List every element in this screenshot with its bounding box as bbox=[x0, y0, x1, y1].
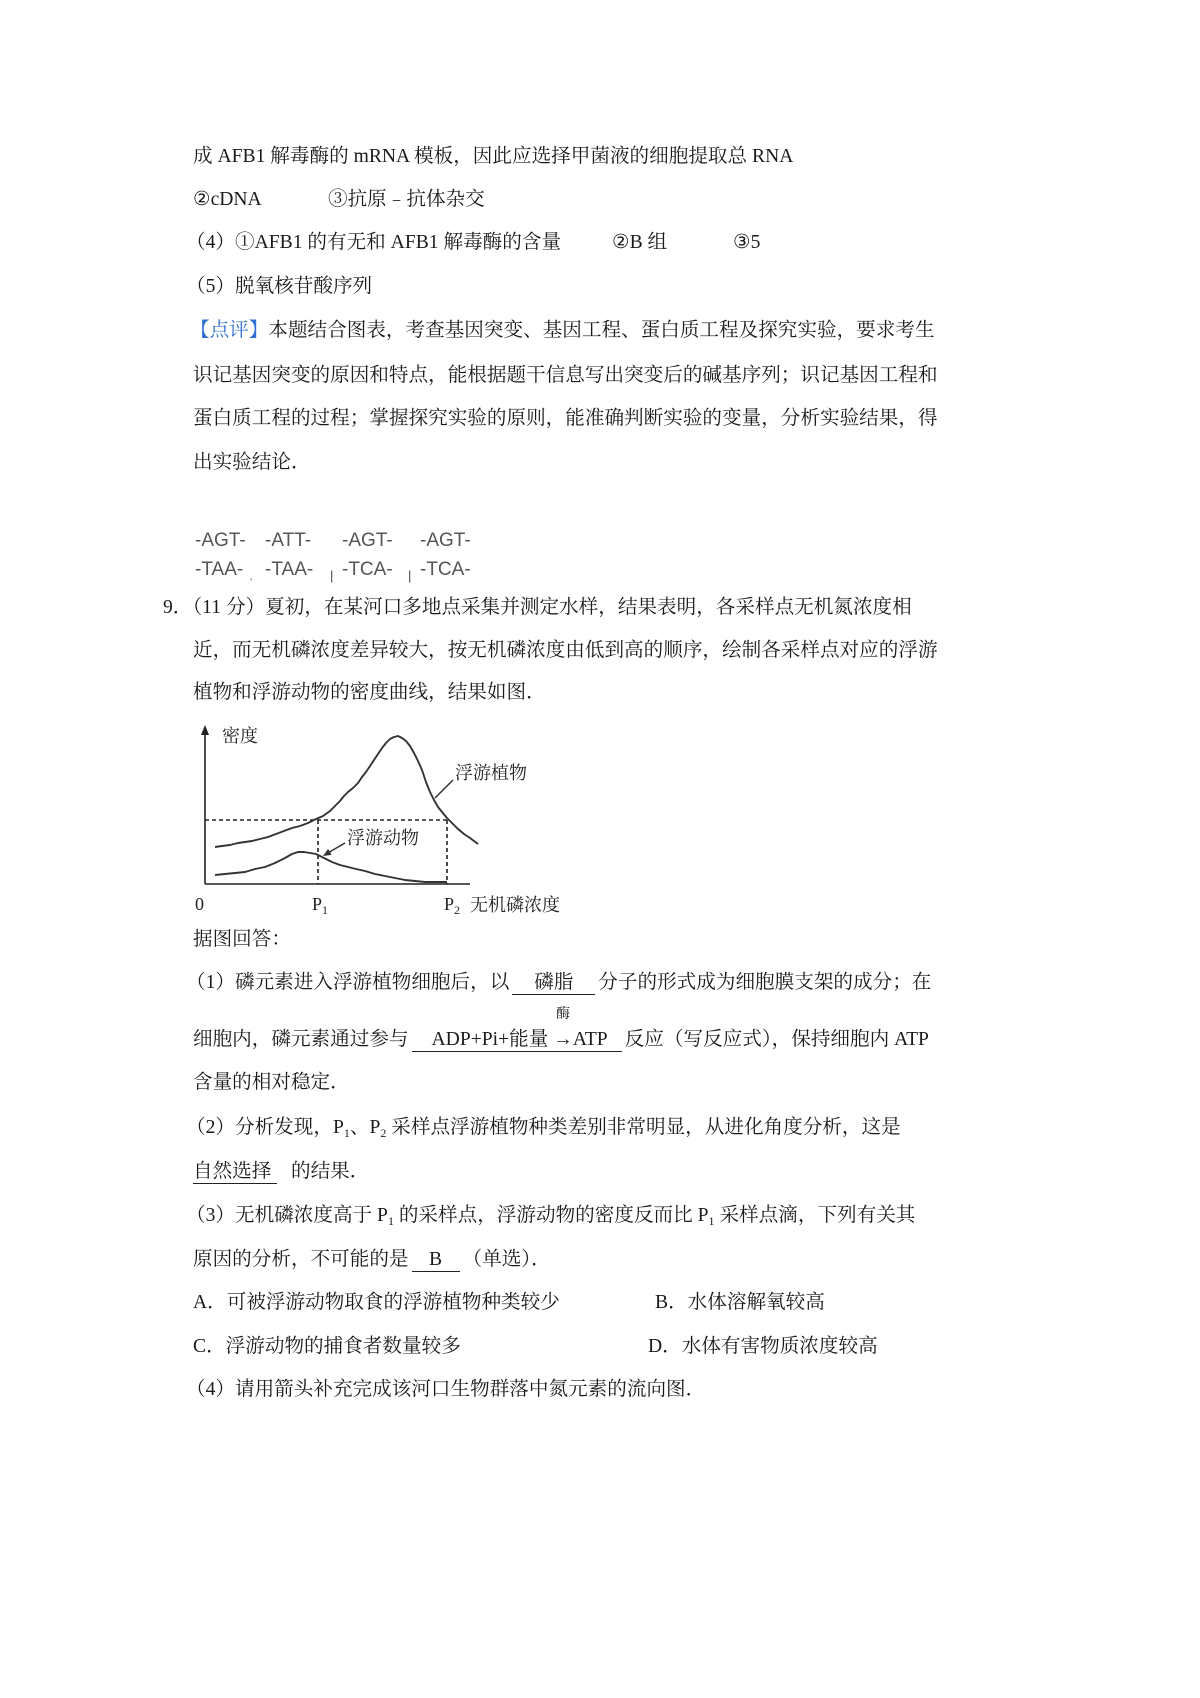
comment-line-4: 出实验结论． bbox=[193, 452, 311, 473]
subquestion-1-text: （1）磷元素进入浮游植物细胞后，以 bbox=[186, 972, 510, 993]
comment-tag: 【点评】 bbox=[190, 320, 269, 341]
sequence-separator-2: | bbox=[330, 568, 334, 583]
sequence-bottom-4: -TCA- bbox=[420, 559, 471, 580]
sequence-bottom-1: -TAA- bbox=[195, 559, 244, 580]
p2-subscript: 2 bbox=[454, 903, 461, 915]
y-axis-label: 密度 bbox=[222, 726, 258, 747]
sequence-top-4: -AGT- bbox=[420, 530, 471, 551]
subscript: 1 bbox=[343, 1126, 350, 1140]
p1-subscript: 1 bbox=[322, 903, 329, 915]
answer-5-line: （5）脱氧核苷酸序列 bbox=[186, 276, 373, 297]
question-9-line-1 bbox=[163, 594, 912, 622]
subscript: 1 bbox=[387, 1214, 394, 1228]
origin-label: 0 bbox=[195, 894, 204, 914]
subscript: 1 bbox=[708, 1214, 715, 1228]
phytoplankton-label: 浮游植物 bbox=[455, 763, 527, 784]
answer-continuation-line: 成 AFB1 解毒酶的 mRNA 模板，因此应选择甲菌液的细胞提取总 RNA bbox=[193, 146, 794, 167]
p2-letter: P bbox=[444, 894, 455, 914]
subquestion-1-line-1 bbox=[186, 969, 931, 997]
enzyme-label: 酶 bbox=[556, 1007, 571, 1022]
question-stem: （11 分）夏初，在某河口多地点采集并测定水样，结果表明，各采样点无机氮浓度相 bbox=[192, 597, 912, 618]
subquestion-1-line-3: 含量的相对稳定． bbox=[193, 1072, 350, 1093]
sequence-bottom-3: -TCA- bbox=[342, 559, 393, 580]
answer-prompt: 据图回答： bbox=[193, 929, 291, 950]
sequence-top-2: -ATT- bbox=[265, 530, 312, 551]
x-axis-label: 无机磷浓度 bbox=[470, 895, 560, 915]
sequence-separator-1: ˌ bbox=[249, 566, 254, 581]
zooplankton-label: 浮游动物 bbox=[347, 828, 419, 849]
reaction-arrow bbox=[553, 1007, 573, 1051]
subquestion-2-text: 的结果． bbox=[291, 1161, 370, 1182]
sequence-separator-3: | bbox=[408, 568, 412, 583]
answer-blank-atp-reaction bbox=[412, 1007, 622, 1052]
comment-line-2: 识记基因突变的原因和特点，能根据题干信息写出突变后的碱基序列；识记基因工程和 bbox=[193, 365, 938, 386]
subquestion-2-text: 、P bbox=[349, 1117, 381, 1138]
phytoplankton-label-leader bbox=[435, 780, 453, 798]
option-c: C．浮游动物的捕食者数量较多 bbox=[193, 1336, 461, 1357]
subscript: 2 bbox=[380, 1126, 387, 1140]
reaction-reactants: ADP+Pi+能量 bbox=[431, 1029, 554, 1050]
arrow-glyph: → bbox=[553, 1029, 573, 1050]
subquestion-1-text: 细胞内，磷元素通过参与 bbox=[193, 1029, 409, 1050]
subquestion-4-line: （4）请用箭头补充完成该河口生物群落中氮元素的流向图． bbox=[186, 1379, 706, 1400]
p1-label bbox=[312, 894, 328, 915]
option-a: A．可被浮游动物取食的浮游植物种类较少 bbox=[193, 1292, 560, 1313]
subquestion-3-text: （单选）． bbox=[462, 1249, 551, 1270]
answer-4-item-3: ③5 bbox=[733, 232, 761, 253]
sequence-top-3: -AGT- bbox=[342, 530, 393, 551]
p2-label bbox=[444, 894, 460, 915]
p1-letter: P bbox=[312, 894, 323, 914]
answer-4-label: （4） bbox=[186, 232, 235, 253]
sequence-top-1: -AGT- bbox=[195, 530, 246, 551]
subquestion-3-text: 采样点滴，下列有关其 bbox=[714, 1205, 916, 1226]
subquestion-3-text: （3）无机磷浓度高于 P bbox=[186, 1205, 388, 1226]
subquestion-3-line-1 bbox=[186, 1202, 915, 1231]
question-number: 9． bbox=[163, 597, 193, 618]
reaction-product: ATP bbox=[572, 1029, 608, 1050]
option-d: D．水体有害物质浓度较高 bbox=[648, 1336, 878, 1357]
density-curve-figure bbox=[190, 720, 570, 915]
subquestion-1-text: 反应（写反应式），保持细胞内 ATP bbox=[624, 1029, 929, 1050]
answer-item-hybridization: ③抗原﹣抗体杂交 bbox=[328, 189, 485, 210]
answer-blank-natural-selection: 自然选择 bbox=[193, 1161, 277, 1184]
comment-line-1 bbox=[190, 317, 935, 345]
answer-4-item-2: ②B 组 bbox=[612, 232, 668, 253]
zooplankton-curve bbox=[215, 852, 447, 882]
subquestion-2-line-2 bbox=[193, 1158, 369, 1186]
subquestion-1-line-2 bbox=[193, 1007, 929, 1054]
comment-text: 本题结合图表，考查基因突变、基因工程、蛋白质工程及探究实验，要求考生 bbox=[268, 320, 935, 341]
subquestion-2-text: 采样点浮游植物种类差别非常明显，从进化角度分析，这是 bbox=[386, 1117, 901, 1138]
comment-line-3: 蛋白质工程的过程；掌握探究实验的原则，能准确判断实验的变量，分析实验结果，得 bbox=[193, 408, 938, 429]
answer-item-cdna: ②cDNA bbox=[193, 189, 262, 210]
question-9-line-3: 植物和浮游动物的密度曲线，结果如图． bbox=[193, 682, 546, 703]
answer-4-item-1: ①AFB1 的有无和 AFB1 解毒酶的含量 bbox=[234, 232, 562, 253]
answer-blank-choice: B bbox=[412, 1249, 460, 1272]
answer-blank-phospholipid: 磷脂 bbox=[512, 972, 595, 995]
sequence-bottom-2: -TAA- bbox=[265, 559, 314, 580]
answer-4-line bbox=[186, 229, 561, 257]
y-axis-arrow bbox=[201, 725, 209, 735]
subquestion-2-text: （2）分析发现，P bbox=[186, 1117, 344, 1138]
subquestion-3-text: 的采样点，浮游动物的密度反而比 P bbox=[393, 1205, 709, 1226]
subquestion-3-text: 原因的分析，不可能的是 bbox=[193, 1249, 409, 1270]
subquestion-1-text: 分子的形式成为细胞膜支架的成分；在 bbox=[598, 972, 932, 993]
subquestion-2-line-1 bbox=[186, 1114, 901, 1143]
zooplankton-label-arrowhead bbox=[323, 849, 332, 856]
subquestion-3-line-2 bbox=[193, 1246, 551, 1274]
question-9-line-2: 近，而无机磷浓度差异较大，按无机磷浓度由低到高的顺序，绘制各采样点对应的浮游 bbox=[193, 640, 938, 661]
option-b: B．水体溶解氧较高 bbox=[655, 1292, 825, 1313]
